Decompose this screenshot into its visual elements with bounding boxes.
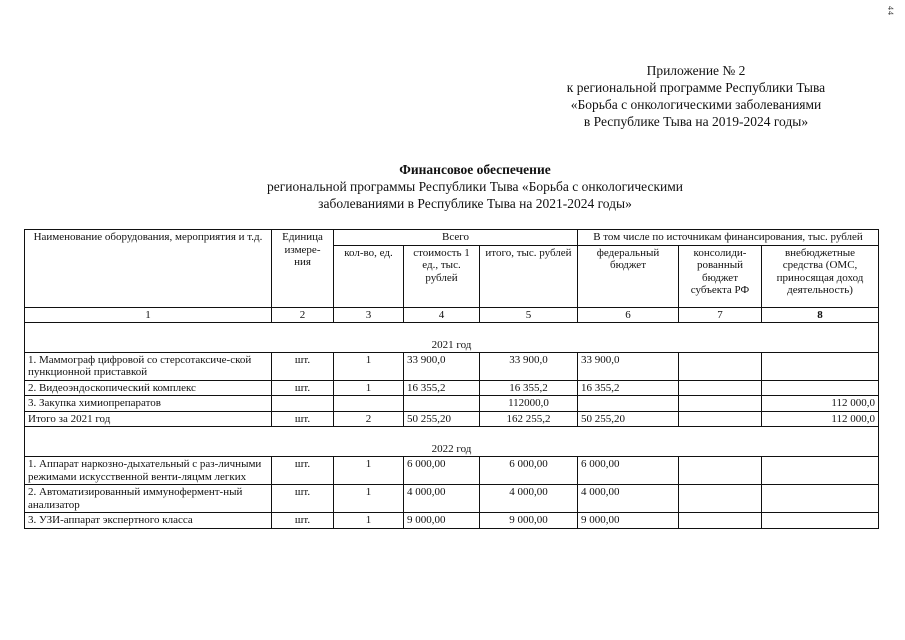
row-qty [334, 396, 404, 412]
table-row [25, 513, 879, 529]
header-federal: федеральный бюджет [578, 245, 679, 307]
row-name: Итого за 2021 год [25, 411, 272, 427]
row-name: 2. Автоматизированный иммунофермент-ный анализатор [25, 485, 272, 513]
column-number: 6 [578, 307, 679, 322]
row-unit: шт. [272, 513, 334, 529]
row-unit-cost: 9 000,00 [404, 513, 480, 529]
header-extrabudget: внебюджетные средства (ОМС, приносящая доход деятельность) [762, 245, 879, 307]
row-extrabudget: 112 000,0 [762, 396, 879, 412]
column-number: 7 [679, 307, 762, 322]
row-sum: 4 000,00 [480, 485, 578, 513]
appendix-block [531, 62, 861, 130]
row-unit-cost: 16 355,2 [404, 380, 480, 396]
row-extrabudget [762, 457, 879, 485]
row-qty: 1 [334, 380, 404, 396]
document-title [190, 161, 760, 212]
title-line: заболеваниями в Республике Тыва на 2021-2024 годы» [318, 196, 632, 211]
row-federal [578, 396, 679, 412]
header-qty: кол-во, ед. [334, 245, 404, 307]
row-extrabudget [762, 380, 879, 396]
column-number-row [25, 307, 879, 322]
appendix-line: «Борьба с онкологическими заболеваниями [570, 97, 822, 112]
row-consolidated [679, 513, 762, 529]
row-name: 2. Видеоэндоскопический комплекс [25, 380, 272, 396]
row-unit: шт. [272, 457, 334, 485]
column-number: 1 [25, 307, 272, 322]
header-unit-cost: стоимость 1 ед., тыс. рублей [404, 245, 480, 307]
row-name: 1. Аппарат наркозно-дыхательный с раз-личными режимами искусственной венти-ляцмм легких [25, 457, 272, 485]
row-sum: 162 255,2 [480, 411, 578, 427]
row-consolidated [679, 396, 762, 412]
row-sum: 6 000,00 [480, 457, 578, 485]
row-qty: 2 [334, 411, 404, 427]
header-row [25, 230, 879, 246]
header-total: Всего [334, 230, 578, 246]
row-name: 1. Маммограф цифровой со стерсотаксиче-ской пункционной приставкой [25, 352, 272, 380]
column-number: 3 [334, 307, 404, 322]
appendix-line: в Республике Тыва на 2019-2024 годы» [583, 114, 809, 129]
table-row [25, 485, 879, 513]
financing-table [24, 229, 879, 529]
row-unit: шт. [272, 352, 334, 380]
row-unit-cost: 33 900,0 [404, 352, 480, 380]
row-extrabudget [762, 513, 879, 529]
row-name: 3. УЗИ-аппарат экспертного класса [25, 513, 272, 529]
year-row-2022 [25, 427, 879, 457]
column-number: 5 [480, 307, 578, 322]
row-federal: 9 000,00 [578, 513, 679, 529]
year-label: 2021 год [25, 322, 879, 352]
row-sum: 112000,0 [480, 396, 578, 412]
table-row [25, 411, 879, 427]
table-row [25, 352, 879, 380]
row-unit-cost: 4 000,00 [404, 485, 480, 513]
rows-2022 [25, 457, 879, 529]
row-consolidated [679, 411, 762, 427]
row-unit-cost: 50 255,20 [404, 411, 480, 427]
column-number: 2 [272, 307, 334, 322]
column-number: 8 [762, 307, 879, 322]
row-qty: 1 [334, 485, 404, 513]
row-unit: шт. [272, 411, 334, 427]
header-consolidated: консолиди- рованный бюджет субъекта РФ [679, 245, 762, 307]
table-row [25, 457, 879, 485]
header-unit: Единица измере- ния [272, 230, 334, 308]
row-consolidated [679, 352, 762, 380]
table-row [25, 396, 879, 412]
row-federal: 50 255,20 [578, 411, 679, 427]
row-sum: 16 355,2 [480, 380, 578, 396]
appendix-line: к региональной программе Республики Тыва [566, 80, 826, 95]
row-unit-cost: 6 000,00 [404, 457, 480, 485]
table-row [25, 380, 879, 396]
rows-2021 [25, 352, 879, 427]
row-extrabudget [762, 352, 879, 380]
row-unit [272, 396, 334, 412]
header-name: Наименование оборудования, мероприятия и т.д. [25, 230, 272, 308]
row-qty: 1 [334, 457, 404, 485]
row-unit-cost [404, 396, 480, 412]
row-consolidated [679, 485, 762, 513]
row-sum: 33 900,0 [480, 352, 578, 380]
row-federal: 6 000,00 [578, 457, 679, 485]
row-unit: шт. [272, 380, 334, 396]
row-federal: 16 355,2 [578, 380, 679, 396]
row-name: 3. Закупка химиопрепаратов [25, 396, 272, 412]
row-qty: 1 [334, 352, 404, 380]
year-row-2021 [25, 322, 879, 352]
row-consolidated [679, 380, 762, 396]
page-mark: 44 [886, 6, 895, 16]
column-number: 4 [404, 307, 480, 322]
year-label: 2022 год [25, 427, 879, 457]
row-qty: 1 [334, 513, 404, 529]
row-consolidated [679, 457, 762, 485]
row-federal: 4 000,00 [578, 485, 679, 513]
row-sum: 9 000,00 [480, 513, 578, 529]
row-extrabudget: 112 000,0 [762, 411, 879, 427]
title-line: региональной программы Республики Тыва «Борьба с онкологическими [267, 179, 683, 194]
row-unit: шт. [272, 485, 334, 513]
header-sources: В том числе по источникам финансирования, тыс. рублей [578, 230, 879, 246]
appendix-line: Приложение № 2 [646, 63, 746, 78]
title-heading: Финансовое обеспечение [399, 162, 551, 177]
row-extrabudget [762, 485, 879, 513]
row-federal: 33 900,0 [578, 352, 679, 380]
header-sum: итого, тыс. рублей [480, 245, 578, 307]
